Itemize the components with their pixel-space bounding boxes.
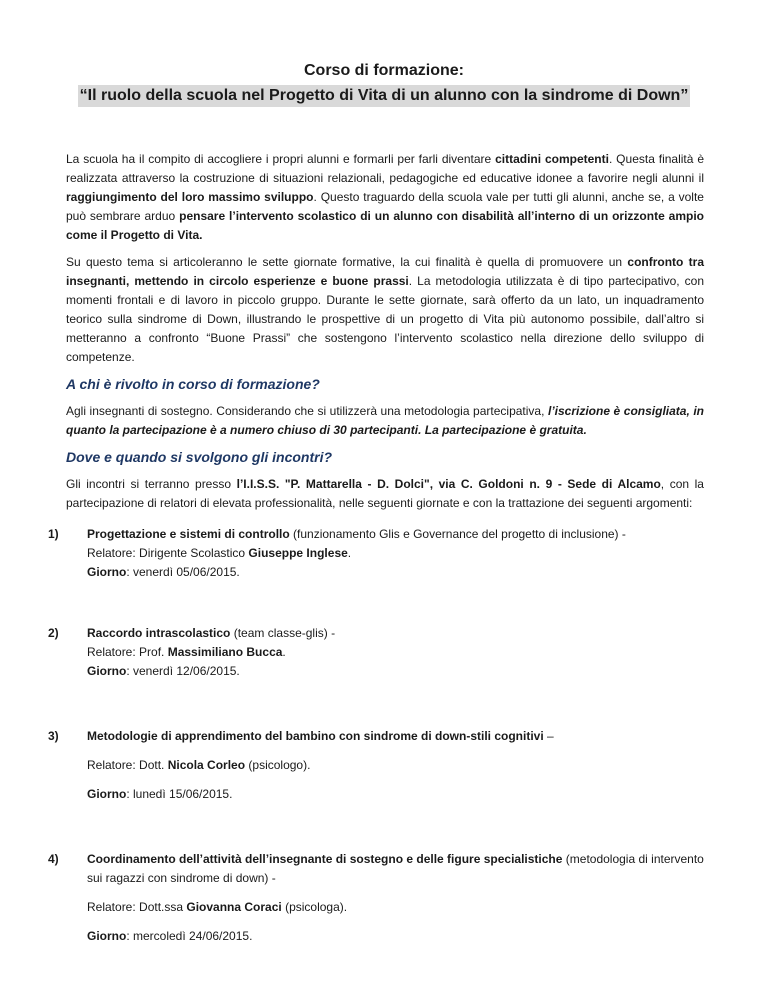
intro-text: . La metodologia utilizzata è di tipo partecipativo, con momenti frontali e di lavoro in piccolo gruppo. Durante le sette giornate, sarà offerto da un lato, un inquadramento teorico sulla sindrome di Down, illustrando le prospettive di un progetto di Vita più autonomo possibile, dall’altro si metteranno a confronto “Buone Prassi” che sostengono l’intervento scolastico nella direzione dello sviluppo di competenze. — [66, 274, 704, 364]
session-topic: Metodologie di apprendimento del bambino con sindrome di down-stili cognitivi — [87, 729, 544, 743]
document-title — [0, 60, 768, 107]
intro-bold: pensare l’intervento scolastico di un alunno con disabilità all’interno di un orizzonte ampio come il Progetto di Vita. — [66, 209, 704, 242]
speaker-suffix: . — [282, 645, 286, 659]
session-topic: Progettazione e sistemi di controllo — [87, 527, 290, 541]
day-label: Giorno — [87, 929, 127, 943]
where-when-text: , con la partecipazione di relatori di elevata professionalità, nelle seguenti giornate e con la trattazione dei seguenti argomenti: — [66, 477, 704, 510]
speaker-suffix: (psicologa). — [281, 900, 348, 914]
session-topic-line — [87, 624, 704, 643]
session-speaker-line — [87, 643, 704, 662]
section-heading-where-when: Dove e quando si svolgono gli incontri? — [66, 449, 333, 465]
session-item — [48, 624, 704, 681]
session-detail: – — [543, 729, 554, 743]
intro-paragraph-1 — [66, 150, 704, 245]
session-speaker-line — [87, 756, 704, 775]
audience-text: Agli insegnanti di sostegno. Considerando che si utilizzerà una metodologia partecipativa, — [66, 404, 548, 418]
session-day-line — [87, 785, 704, 804]
audience-bold-italic: l’iscrizione è consigliata, in quanto la partecipazione è a numero chiuso di 30 partecipanti. La partecipazione è gratuita. — [66, 404, 705, 437]
intro-bold: cittadini competenti — [495, 152, 609, 166]
speaker-prefix: Relatore: Dott. — [87, 758, 168, 772]
session-detail: (team classe-glis) - — [230, 626, 336, 640]
session-detail: (funzionamento Glis e Governance del progetto di inclusione) - — [289, 527, 626, 541]
session-speaker-line — [87, 898, 704, 917]
session-number: 3) — [48, 729, 59, 743]
title-line-2: “Il ruolo della scuola nel Progetto di Vita di un alunno con la sindrome di Down” — [78, 85, 691, 107]
session-day-line — [87, 662, 704, 681]
session-item — [48, 525, 704, 582]
intro-text: La scuola ha il compito di accogliere i propri alunni e formarli per farli diventare — [66, 152, 496, 166]
document-body — [48, 150, 705, 946]
session-day-line — [87, 563, 704, 582]
day-value: : mercoledì 24/06/2015. — [126, 929, 253, 943]
speaker-name: Massimiliano Bucca — [167, 645, 283, 659]
day-label: Giorno — [87, 664, 127, 678]
speaker-name: Giuseppe Inglese — [248, 546, 348, 560]
session-number: 4) — [48, 852, 59, 866]
where-when-paragraph — [66, 475, 704, 513]
audience-paragraph — [66, 402, 704, 440]
session-number: 1) — [48, 527, 59, 541]
session-number: 2) — [48, 626, 59, 640]
session-detail: (metodologia di intervento sui ragazzi con sindrome di down) - — [87, 852, 704, 885]
session-list — [48, 525, 704, 946]
session-speaker-line — [87, 544, 704, 563]
session-topic: Coordinamento dell’attività dell’insegnante di sostegno e delle figure specialistiche — [87, 852, 563, 866]
day-value: : venerdì 05/06/2015. — [126, 565, 240, 579]
speaker-name: Nicola Corleo — [167, 758, 246, 772]
session-item — [48, 850, 704, 946]
speaker-prefix: Relatore: Dirigente Scolastico — [87, 546, 249, 560]
session-topic-line — [87, 850, 704, 888]
intro-paragraph-2 — [66, 253, 704, 367]
intro-bold: raggiungimento del loro massimo sviluppo — [66, 190, 314, 204]
day-label: Giorno — [87, 787, 127, 801]
venue: l’I.I.S.S. "P. Mattarella - D. Dolci", via C. Goldoni n. 9 - Sede di Alcamo — [236, 477, 661, 491]
intro-text: . Questa finalità è realizzata attraverso la costruzione di situazioni relazionali, pedagogiche ed educative idonee a favorire negli alunni il — [66, 152, 704, 185]
intro-text: Su questo tema si articoleranno le sette giornate formative, la cui finalità è quella di promuovere un — [66, 255, 628, 269]
speaker-suffix: (psicologo). — [245, 758, 311, 772]
day-value: : venerdì 12/06/2015. — [126, 664, 240, 678]
day-value: : lunedì 15/06/2015. — [126, 787, 233, 801]
speaker-prefix: Relatore: Prof. — [87, 645, 168, 659]
intro-bold: confronto tra insegnanti, mettendo in circolo esperienze e buone prassi — [66, 255, 704, 288]
session-topic-line — [87, 727, 704, 746]
session-day-line — [87, 927, 704, 946]
intro-text: . Questo traguardo della scuola vale per tutti gli alunni, anche se, a volte può sembrare arduo — [66, 190, 704, 223]
speaker-prefix: Relatore: Dott.ssa — [87, 900, 187, 914]
section-heading-audience: A chi è rivolto in corso di formazione? — [66, 376, 320, 392]
where-when-text: Gli incontri si terranno presso — [66, 477, 237, 491]
session-topic: Raccordo intrascolastico — [87, 626, 231, 640]
speaker-suffix: . — [347, 546, 352, 560]
speaker-name: Giovanna Coraci — [186, 900, 282, 914]
day-label: Giorno — [87, 565, 127, 579]
title-line-1: Corso di formazione: — [303, 62, 464, 79]
session-item — [48, 727, 704, 804]
session-topic-line — [87, 525, 704, 544]
